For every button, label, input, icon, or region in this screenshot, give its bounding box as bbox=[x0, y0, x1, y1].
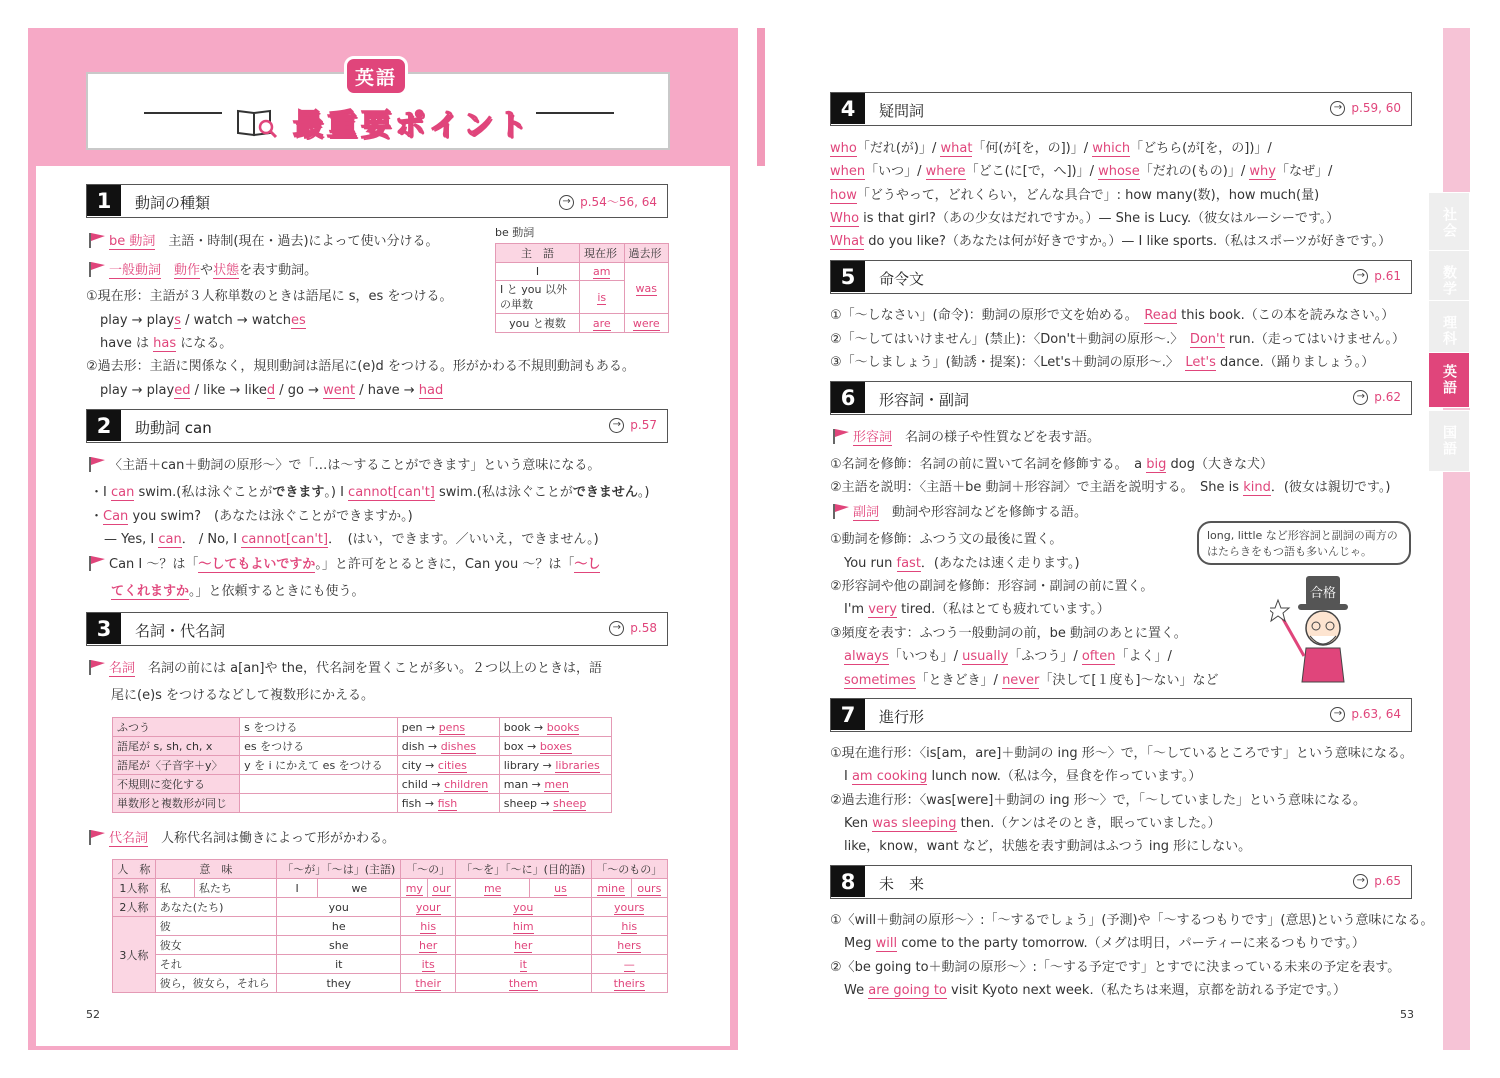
can-i-rule-cont: てくれますか。」と依頼するときにも使う。 bbox=[111, 584, 365, 599]
noun-rule-cont: 尾に(e)s をつけるなどして複数形にかえる。 bbox=[111, 688, 375, 703]
future-line-1: ①〈will＋動詞の原形〜〉:「〜するでしょう」(予測)や「〜するつもりです」(意思)という意味になる。 bbox=[830, 913, 1434, 928]
progressive-line-1: ①現在進行形：〈is[am，are]＋動詞の ing 形〜〉で，「〜しているところです」という意味になる。 bbox=[830, 746, 1413, 761]
section-number: 1 bbox=[87, 185, 121, 216]
section-number: 8 bbox=[831, 866, 865, 897]
noun-rule: 名詞 名詞の前には a[an]や the，代名詞を置くことが多い。２つ以上のときは，語 bbox=[88, 659, 602, 678]
imperative-line-1: ①「〜しなさい」(命令)：動詞の原形で文を始める。 Read this book.（この本を読みなさい。） bbox=[830, 308, 1395, 323]
section-number: 3 bbox=[87, 613, 121, 644]
section-title: 疑問詞 bbox=[879, 102, 925, 120]
section-number: 7 bbox=[831, 699, 865, 730]
arrow-icon: → bbox=[1353, 269, 1368, 284]
table-row: 1人称 私 私たち I we my our me us mine ours bbox=[113, 879, 668, 898]
future-example-1: Meg will come to the party tomorrow.（メグは明日，パーティーに来るつもりです。） bbox=[844, 936, 1365, 951]
flag-icon bbox=[88, 456, 106, 472]
arrow-icon: → bbox=[559, 195, 574, 210]
section-title: 形容詞・副詞 bbox=[879, 391, 970, 409]
past-example: play → played / like → liked / go → went / have → had bbox=[100, 383, 444, 398]
section-2-header bbox=[86, 409, 668, 443]
flag-icon bbox=[832, 503, 850, 519]
table-row: 不規則に変化する child → children man → men bbox=[113, 775, 612, 794]
adverb-line-1: ①動詞を修飾：ふつう文の最後に置く。 bbox=[830, 532, 1063, 547]
table-header-row: 人 称 意 味 「〜が」「〜は」(主語) 「〜の」 「〜を」「〜に」(目的語) 「〜のもの」 bbox=[113, 860, 668, 879]
arrow-icon: → bbox=[1330, 101, 1345, 116]
page-number-left: 52 bbox=[86, 1008, 100, 1021]
page-ref[interactable]: → p.61 bbox=[1353, 269, 1401, 284]
section-6-header bbox=[830, 381, 1412, 415]
section-5-header bbox=[830, 260, 1412, 294]
be-verb-line: be 動詞 主語・時制(現在・過去)によって使い分ける。 bbox=[88, 232, 439, 251]
frequency-line-2: sometimes「ときどき」/ never「決して[１度も]〜ない」など bbox=[844, 673, 1219, 688]
progressive-example-1: I am cooking lunch now.（私は今，昼食を作っています。） bbox=[844, 769, 1202, 784]
adverb-line-2: ②形容詞や他の副詞を修飾：形容詞・副詞の前に置く。 bbox=[830, 579, 1154, 594]
adjective-rule: 形容詞 名詞の様子や性質などを表す語。 bbox=[832, 428, 1100, 447]
arrow-icon: → bbox=[1330, 707, 1345, 722]
can-i-rule: Can I 〜？は「〜してもよいですか。」と許可をとるときに，Can you 〜？は「〜し bbox=[88, 555, 600, 574]
table-row: 彼ら，彼女ら，それら they their them theirs bbox=[113, 974, 668, 993]
plural-table bbox=[112, 717, 612, 813]
tab-column bbox=[1443, 28, 1470, 1050]
page-ref[interactable]: → p.54〜56, 64 bbox=[559, 193, 657, 210]
page-ref[interactable]: → p.62 bbox=[1353, 390, 1401, 405]
arrow-icon: → bbox=[609, 621, 624, 636]
section-title: 助動詞 can bbox=[135, 419, 212, 437]
progressive-example-2: Ken was sleeping then.（ケンはそのとき，眠っていました。） bbox=[844, 816, 1221, 831]
svg-text:合格: 合格 bbox=[1309, 586, 1337, 601]
section-3-header bbox=[86, 612, 668, 646]
pronoun-table bbox=[112, 859, 668, 993]
arrow-icon: → bbox=[1353, 390, 1368, 405]
section-number: 6 bbox=[831, 382, 865, 413]
progressive-line-2: ②過去進行形：〈was[were]＋動詞の ing 形〜〉で，「〜していました」という意味になる。 bbox=[830, 793, 1366, 808]
section-number: 5 bbox=[831, 261, 865, 292]
section-title: 進行形 bbox=[879, 708, 925, 726]
future-example-2: We are going to visit Kyoto next week.（私たちは来週，京都を訪れる予定です。） bbox=[844, 983, 1347, 998]
can-example-3: — Yes, I can． / No, I cannot[can't]． (はい，できます。／いいえ，できません。) bbox=[104, 532, 599, 547]
progressive-note: like，know，want など，状態を表す動詞はふつう ing 形にしない。 bbox=[844, 839, 1252, 854]
page-title: 最重要ポイント bbox=[293, 108, 531, 143]
section-number: 4 bbox=[831, 93, 865, 124]
flag-icon bbox=[88, 555, 106, 571]
adverb-line-3: ③頻度を表す：ふつう一般動詞の前，be 動詞のあとに置く。 bbox=[830, 626, 1187, 641]
frequency-line-1: always「いつも」/ usually「ふつう」/ often「よく」/ bbox=[844, 649, 1172, 664]
page-number-right: 53 bbox=[1400, 1008, 1414, 1021]
table-row: 語尾が s, sh, ch, x es をつける dish → dishes box → boxes bbox=[113, 737, 612, 756]
adverb-rule: 副詞 動詞や形容詞などを修飾する語。 bbox=[832, 503, 1087, 522]
table-row: 語尾が〈子音字＋y〉 y を i にかえて es をつける city → cities library → libraries bbox=[113, 756, 612, 775]
table-row: 2人称 あなた(たち) you your you yours bbox=[113, 898, 668, 917]
gutter-bar bbox=[757, 28, 765, 166]
tab-japanese[interactable]: 国語 bbox=[1428, 410, 1470, 472]
table-row: 彼女 she her her hers bbox=[113, 936, 668, 955]
flag-icon bbox=[88, 232, 106, 248]
tab-english[interactable]: 英語 bbox=[1428, 352, 1470, 408]
pronoun-rule: 代名詞 人称代名詞は働きによって形がかわる。 bbox=[88, 829, 395, 848]
table-row: 3人称 彼 he his him his bbox=[113, 917, 668, 936]
table-row: ふつう s をつける pen → pens book → books bbox=[113, 718, 612, 737]
subject-badge: 英語 bbox=[344, 56, 408, 96]
tab-social[interactable]: 社会 bbox=[1428, 192, 1470, 254]
tab-math[interactable]: 数学 bbox=[1428, 250, 1470, 312]
interrogative-line-3: how「どうやって，どれくらい，どんな具合で」: how many(数)，how much(量) bbox=[830, 188, 1320, 203]
page-ref[interactable]: → p.63, 64 bbox=[1330, 707, 1401, 722]
book-search-icon bbox=[236, 107, 278, 139]
interrogative-line-2: when「いつ」/ where「どこ(に[で，へ])」/ whose「だれの(もの)」/ why「なぜ」/ bbox=[830, 164, 1333, 179]
be-verb-table: 主 語 現在形 過去形 I am was I と you 以外の単数 is you と複数 are were bbox=[495, 243, 669, 333]
flag-icon bbox=[832, 428, 850, 444]
past-tense-rule: ②過去形：主語に関係なく，規則動詞は語尾に(e)d をつける。形がかわる不規則動詞もある。 bbox=[86, 359, 635, 374]
section-title: 動詞の種類 bbox=[135, 194, 211, 212]
flag-icon bbox=[88, 659, 106, 675]
table-row: それ it its it — bbox=[113, 955, 668, 974]
section-title: 命令文 bbox=[879, 270, 925, 288]
present-tense-rule: ①現在形：主語が３人称単数のときは語尾に s，es をつける。 bbox=[86, 289, 453, 304]
interrogative-example-2: What do you like?（あなたは何が好きですか。）— I like sports.（私はスポーツが好きです。） bbox=[830, 234, 1392, 249]
have-has-example: have は has になる。 bbox=[100, 336, 233, 351]
adverb-example-2: I'm very tired.（私はとても疲れています。） bbox=[844, 602, 1110, 617]
interrogative-example-1: Who is that girl?（あの少女はだれですか。）— She is Lucy.（彼女はルーシーです。） bbox=[830, 211, 1340, 226]
flag-icon bbox=[88, 261, 106, 277]
section-8-header bbox=[830, 865, 1412, 899]
can-example-1: ・I can swim.(私は泳ぐことができます。) I cannot[can't] swim.(私は泳ぐことができません。) bbox=[90, 485, 650, 500]
can-rule: 〈主語＋can＋動詞の原形〜〉で「…は〜することができます」という意味になる。 bbox=[88, 456, 600, 475]
section-1-header bbox=[86, 184, 668, 218]
imperative-line-2: ②「〜してはいけません」(禁止)：〈Don't＋動詞の原形〜.〉 Don't run.（走ってはいけません。） bbox=[830, 332, 1406, 347]
professor-mascot-icon bbox=[1270, 570, 1362, 690]
page-ref[interactable]: → p.59, 60 bbox=[1330, 101, 1401, 116]
adjective-line-1: ①名詞を修飾：名詞の前に置いて名詞を修飾する。 a big dog（大きな犬） bbox=[830, 457, 1273, 472]
page-ref[interactable]: → p.58 bbox=[609, 621, 657, 636]
interrogative-line-1: who「だれ(が)」/ what「何(が[を，の])」/ which「どちら(が[を，の])」/ bbox=[830, 141, 1272, 156]
can-example-2: ・Can you swim? (あなたは泳ぐことができますか。) bbox=[90, 509, 413, 524]
arrow-icon: → bbox=[609, 418, 624, 433]
tab-science[interactable]: 理科 bbox=[1428, 300, 1470, 362]
section-7-header bbox=[830, 698, 1412, 732]
present-example: play → plays / watch → watches bbox=[100, 313, 306, 328]
section-4-header bbox=[830, 92, 1412, 126]
page-ref[interactable]: → p.57 bbox=[609, 418, 657, 433]
page-ref[interactable]: → p.65 bbox=[1353, 874, 1401, 889]
arrow-icon: → bbox=[1353, 874, 1368, 889]
section-title: 名詞・代名詞 bbox=[135, 622, 226, 640]
be-table-caption: be 動詞 bbox=[495, 226, 535, 239]
adverb-example-1: You run fast．(あなたは速く走ります。) bbox=[844, 556, 1080, 571]
future-line-2: ②〈be going to＋動詞の原形〜〉:「〜する予定です」とすでに決まっている未来の予定を表す。 bbox=[830, 960, 1401, 975]
section-title: 未 来 bbox=[879, 875, 925, 893]
adjective-line-2: ②主語を説明：〈主語＋be 動詞＋形容詞〉で主語を説明する。 She is kind．(彼女は親切です。) bbox=[830, 480, 1391, 495]
section-number: 2 bbox=[87, 410, 121, 441]
table-row: 単数形と複数形が同じ fish → fish sheep → sheep bbox=[113, 794, 612, 813]
imperative-line-3: ③「〜しましょう」(勧誘・提案)：〈Let's＋動詞の原形〜.〉 Let's dance.（踊りましょう。） bbox=[830, 355, 1375, 370]
general-verb-line: 一般動詞 動作や状態を表す動詞。 bbox=[88, 261, 317, 280]
speech-bubble: long, little など形容詞と副詞の両方のはたらきをもつ語も多いんじゃ。 bbox=[1197, 521, 1411, 565]
flag-icon bbox=[88, 829, 106, 845]
